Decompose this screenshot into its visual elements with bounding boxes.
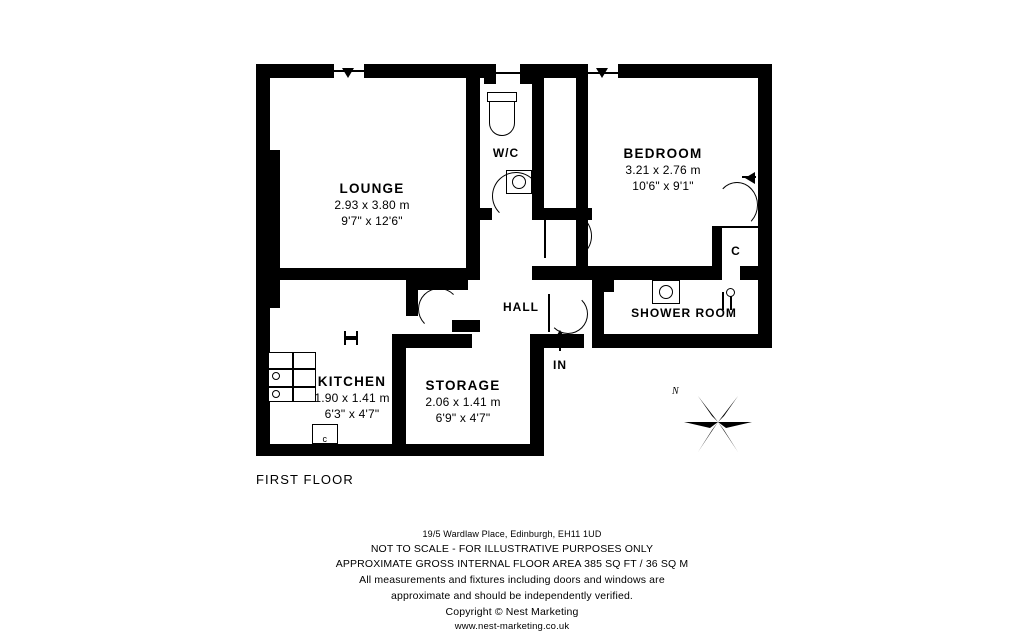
wall-left-step-b <box>256 296 280 308</box>
wall-top-bedroom-b <box>618 64 772 78</box>
kitchen-cupboard-label-wrap <box>316 427 334 448</box>
direction-arrow-bedroom-bottom <box>594 268 610 280</box>
window-lounge-top-frame-r <box>364 64 366 78</box>
wall-shower-bottom <box>592 334 772 348</box>
wc-toilet <box>489 100 515 136</box>
wall-bottom <box>256 444 544 456</box>
room-name-bedroom: BEDROOM <box>623 146 703 161</box>
direction-arrow-lounge <box>340 66 356 78</box>
wall-lounge-bottom <box>270 268 480 280</box>
direction-arrow-bedroom-top <box>594 66 610 78</box>
footer-address: 19/5 Wardlaw Place, Edinburgh, EH11 1UD <box>422 529 602 539</box>
door-arc-bedroom <box>544 212 592 260</box>
door-leaf-wc <box>537 172 539 218</box>
wall-wc-bottom <box>480 208 492 220</box>
lounge-radiator-r <box>356 331 358 345</box>
wall-left-step-v <box>268 150 280 306</box>
room-name-wc: W/C <box>492 146 520 160</box>
room-dim-kitchen-metric: 1.90 x 1.41 m <box>314 390 390 405</box>
room-name-shower: SHOWER ROOM <box>631 306 737 320</box>
wall-bedroom-bottom-r <box>740 266 772 280</box>
door-leaf-storage <box>418 288 458 290</box>
floor-title: FIRST FLOOR <box>256 472 354 487</box>
wc-cistern <box>487 92 517 102</box>
footer-line4: approximate and should be independently verified. <box>390 589 633 602</box>
room-name-hall: HALL <box>503 300 539 314</box>
room-dim-lounge-imperial: 9'7" x 12'6" <box>341 213 403 228</box>
room-dim-storage-imperial: 6'9" x 4'7" <box>435 410 491 425</box>
wall-bedroom-bottom <box>532 266 712 280</box>
room-label-shower <box>604 306 764 322</box>
cupboard-label: C <box>731 244 741 258</box>
room-label-wc <box>478 146 534 162</box>
entry-label-wrap <box>536 354 584 375</box>
room-dim-storage-metric: 2.06 x 1.41 m <box>425 394 501 409</box>
footer-line1: NOT TO SCALE - FOR ILLUSTRATIVE PURPOSES ONLY <box>370 542 654 555</box>
room-name-kitchen: KITCHEN <box>317 374 387 389</box>
footer-block <box>0 528 1024 635</box>
room-label-hall <box>478 300 564 316</box>
footer-line3: All measurements and fixtures including doors and windows are <box>359 574 665 586</box>
room-label-kitchen <box>286 373 418 422</box>
compass-north-label: N <box>672 386 679 397</box>
wall-top-wc <box>484 64 496 84</box>
footer-copyright: Copyright © Nest Marketing <box>445 605 579 618</box>
footer-url[interactable]: www.nest-marketing.co.uk <box>454 621 570 633</box>
window-lounge-top-frame-l <box>332 64 334 78</box>
door-leaf-bedroom <box>544 212 546 258</box>
room-name-storage: STORAGE <box>425 378 501 393</box>
wall-cupboard-left <box>712 226 722 280</box>
shower-basin-bowl <box>659 285 673 299</box>
footer-line2: APPROXIMATE GROSS INTERNAL FLOOR AREA 385 SQ FT / 36 SQ M <box>335 558 689 571</box>
room-label-lounge <box>298 180 446 229</box>
door-arc-wc <box>492 172 540 220</box>
wall-lounge-right <box>466 64 480 280</box>
wall-storage-right <box>530 334 544 456</box>
entry-label: IN <box>553 358 567 372</box>
room-name-lounge: LOUNGE <box>339 181 405 196</box>
room-label-bedroom <box>578 145 748 194</box>
room-label-storage <box>400 377 526 426</box>
cupboard-label-wrap <box>726 240 746 261</box>
wall-hall-jamb <box>452 320 480 332</box>
wall-shower-top-left <box>592 280 614 292</box>
kitchen-hob-ring-b <box>272 390 280 398</box>
entry-arrow <box>552 330 568 352</box>
kitchen-cupboard-label: c <box>322 434 328 444</box>
lounge-radiator-l <box>344 331 346 345</box>
window-wc-top <box>496 72 520 74</box>
direction-arrow-storage-top <box>452 336 468 348</box>
room-dim-lounge-metric: 2.93 x 3.80 m <box>334 197 410 212</box>
kitchen-hob-ring-a <box>272 372 280 380</box>
room-dim-bedroom-imperial: 10'6" x 9'1" <box>632 178 694 193</box>
wall-top-wc-right <box>520 64 532 84</box>
door-arc-storage <box>418 288 460 330</box>
compass-rose <box>678 386 758 458</box>
room-dim-bedroom-metric: 3.21 x 2.76 m <box>625 162 701 177</box>
room-dim-kitchen-imperial: 6'3" x 4'7" <box>324 406 380 421</box>
wall-top-left <box>256 64 332 78</box>
direction-arrow-storage-bottom <box>452 446 468 458</box>
